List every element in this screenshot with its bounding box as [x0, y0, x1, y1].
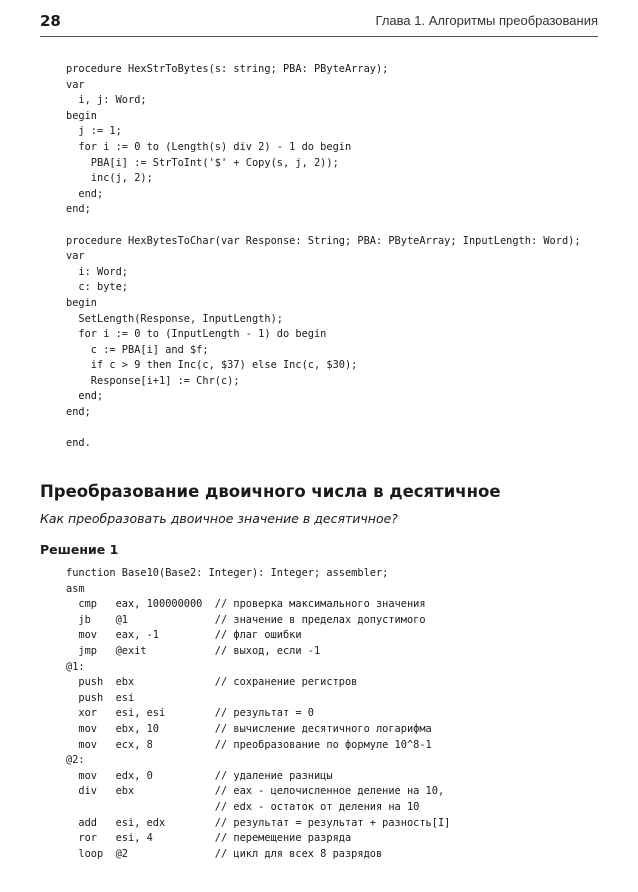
code-listing-hex-procedures: procedure HexStrToBytes(s: string; PBA: PByteArray); var i, j: Word; begin j := 1; for i := 0 to (Length(s) div 2) - 1 do begin PBA[i] := StrToInt('$' + Copy(s, j, 2)); inc(j, 2); end; end; procedure HexBytesToChar(var Response: String; PBA: PByteArray; InputLength: Word); var i: Word; c: byte; begin SetLength(Response, InputLength); for i := 0 to (InputLength - 1) do begin c := PBA[i] and $f; if c > 9 then Inc(c, $37) else Inc(c, $30); Response[i+1] := Chr(c); end; end; end. [66, 63, 581, 450]
solution-heading: Решение 1 [40, 542, 119, 557]
page-number: 28 [40, 12, 61, 30]
running-head: Глава 1. Алгоритмы преобразования [375, 13, 598, 28]
code-listing-base10: function Base10(Base2: Integer): Integer; assembler; asm cmp eax, 100000000 // проверка максимального значения jb @1 // значение в пределах допустимого mov eax, -1 // флаг ошибки jmp @exit // выход, если -1 @1: push ebx // сохранение регистров push esi xor esi, esi // результат = 0 mov ebx, 10 // вычисление десятичного логарифма mov ecx, 8 // преобразование по формуле 10^8-1 @2: mov edx, 0 // удаление разницы div ebx // eax - целочисленное деление на 10, // edx - остаток от деления на 10 add esi, edx // результат = результат + разность[I] ror esi, 4 // перемещение разряда loop @2 // цикл для всех 8 разрядов [66, 567, 451, 860]
section-question: Как преобразовать двоичное значение в десятичное? [40, 511, 398, 526]
page-header [40, 12, 598, 34]
header-rule [40, 36, 598, 37]
section-title: Преобразование двоичного числа в десятичное [40, 482, 501, 501]
